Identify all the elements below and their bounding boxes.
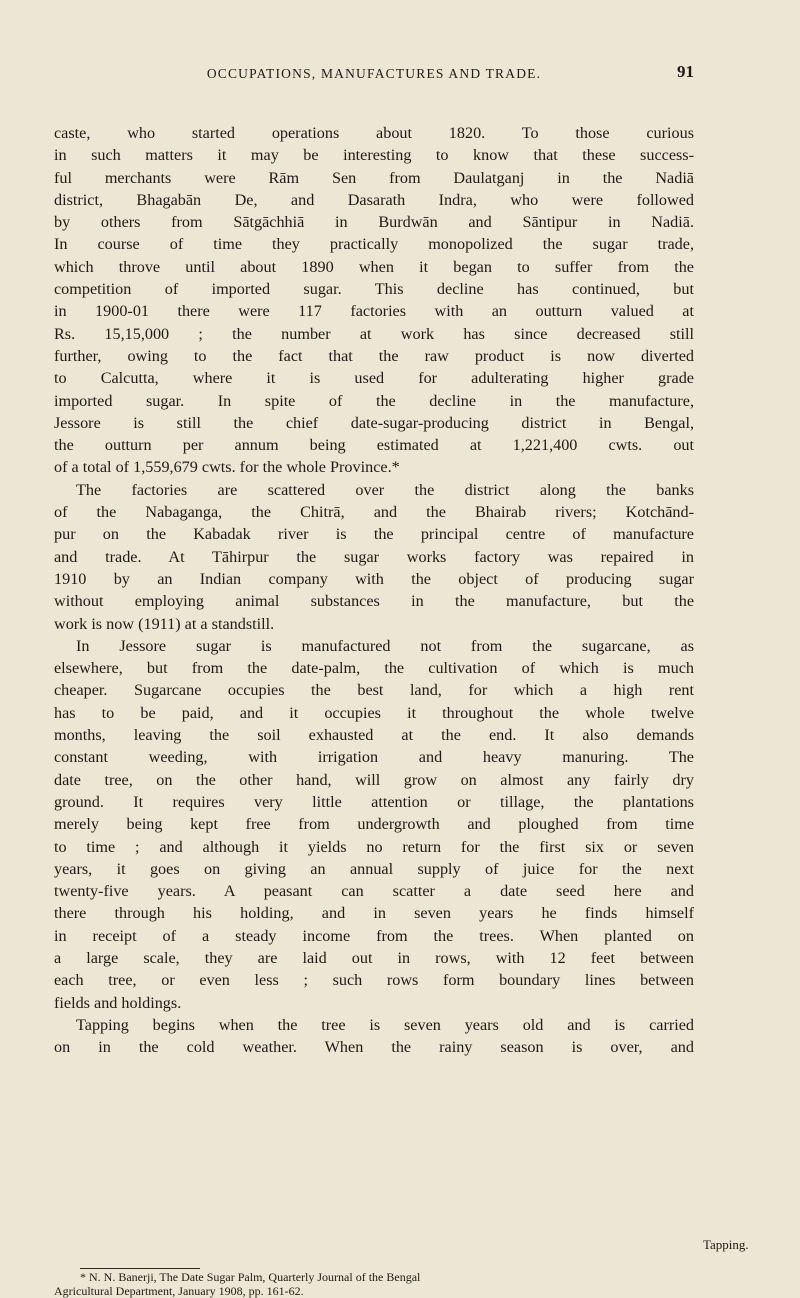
text-line: to time ; and although it yields no return for the first six or seven xyxy=(54,837,694,856)
text-line: merely being kept free from undergrowth and ploughed from time xyxy=(54,815,694,834)
body-text xyxy=(54,122,694,1058)
text-line: The factories are scattered over the district along the banks xyxy=(76,480,694,499)
text-line: work is now (1911) at a standstill. xyxy=(54,614,275,633)
footnote-line: * N. N. Banerji, The Date Sugar Palm, Quarterly Journal of the Bengal xyxy=(80,1270,421,1284)
running-head: OCCUPATIONS, MANUFACTURES AND TRADE. xyxy=(206,66,542,81)
text-line: in such matters it may be interesting to know that these success- xyxy=(54,146,694,165)
text-line: each tree, or even less ; such rows form boundary lines between xyxy=(54,971,694,990)
text-line: Rs. 15,15,000 ; the number at work has since decreased still xyxy=(54,324,694,343)
page-header xyxy=(54,62,694,90)
text-line: cheaper. Sugarcane occupies the best land, for which a high rent xyxy=(54,681,694,700)
text-line: 1910 by an Indian company with the object of producing sugar xyxy=(54,569,694,588)
text-line: on in the cold weather. When the rainy season is over, and xyxy=(54,1038,694,1057)
text-line: months, leaving the soil exhausted at the end. It also demands xyxy=(54,726,694,745)
text-line: Jessore is still the chief date-sugar-producing district in Bengal, xyxy=(54,413,694,432)
text-line: the outturn per annum being estimated at 1,221,400 cwts. out xyxy=(54,436,694,455)
text-line: competition of imported sugar. This decline has continued, but xyxy=(54,280,694,299)
text-line: to Calcutta, where it is used for adulterating higher grade xyxy=(54,369,694,388)
text-line: In course of time they practically monopolized the sugar trade, xyxy=(54,235,694,254)
text-line: ful merchants were Rām Sen from Daulatganj in the Nadiā xyxy=(54,168,694,187)
text-line: twenty-five years. A peasant can scatter a date seed here and xyxy=(54,882,694,901)
text-line: date tree, on the other hand, will grow on almost any fairly dry xyxy=(54,770,694,789)
text-line: fields and holdings. xyxy=(54,993,182,1012)
text-line: which throve until about 1890 when it began to suffer from the xyxy=(54,257,694,276)
footnote-rule xyxy=(80,1268,200,1269)
text-line: of a total of 1,559,679 cwts. for the whole Province.* xyxy=(54,458,400,477)
text-line: of the Nabaganga, the Chitrā, and the Bhairab rivers; Kotchānd- xyxy=(54,503,694,522)
text-line: elsewhere, but from the date-palm, the cultivation of which is much xyxy=(54,659,694,678)
page-number: 91 xyxy=(677,62,694,81)
text-line: caste, who started operations about 1820. To those curious xyxy=(54,124,694,142)
text-line: without employing animal substances in the manufacture, but the xyxy=(54,592,694,611)
margin-note: Tapping. xyxy=(703,1237,749,1252)
text-line: in receipt of a steady income from the trees. When planted on xyxy=(54,926,694,945)
text-line: Tapping begins when the tree is seven years old and is carried xyxy=(76,1015,694,1034)
text-line: has to be paid, and it occupies it throughout the whole twelve xyxy=(54,703,694,722)
text-line: and trade. At Tāhirpur the sugar works factory was repaired in xyxy=(54,547,694,566)
text-line: further, owing to the fact that the raw product is now diverted xyxy=(54,346,694,365)
text-line: district, Bhagabān De, and Dasarath Indra, who were followed xyxy=(54,190,694,209)
text-line: constant weeding, with irrigation and heavy manuring. The xyxy=(54,748,694,767)
footnote xyxy=(54,1270,694,1298)
text-line: there through his holding, and in seven years he finds himself xyxy=(54,904,694,923)
text-line: years, it goes on giving an annual supply of juice for the next xyxy=(54,859,694,878)
text-line: imported sugar. In spite of the decline in the manufacture, xyxy=(54,391,694,410)
text-line: ground. It requires very little attention or tillage, the plantations xyxy=(54,792,694,811)
text-line: in 1900-01 there were 117 factories with an outturn valued at xyxy=(54,302,694,321)
text-line: pur on the Kabadak river is the principal centre of manufacture xyxy=(54,525,694,544)
footnote-line: Agricultural Department, January 1908, pp. 161-62. xyxy=(54,1284,304,1298)
text-line: In Jessore sugar is manufactured not from the sugarcane, as xyxy=(76,636,694,655)
text-line: a large scale, they are laid out in rows, with 12 feet between xyxy=(54,948,694,967)
text-line: by others from Sātgāchhiā in Burdwān and Sāntipur in Nadiā. xyxy=(54,213,694,232)
